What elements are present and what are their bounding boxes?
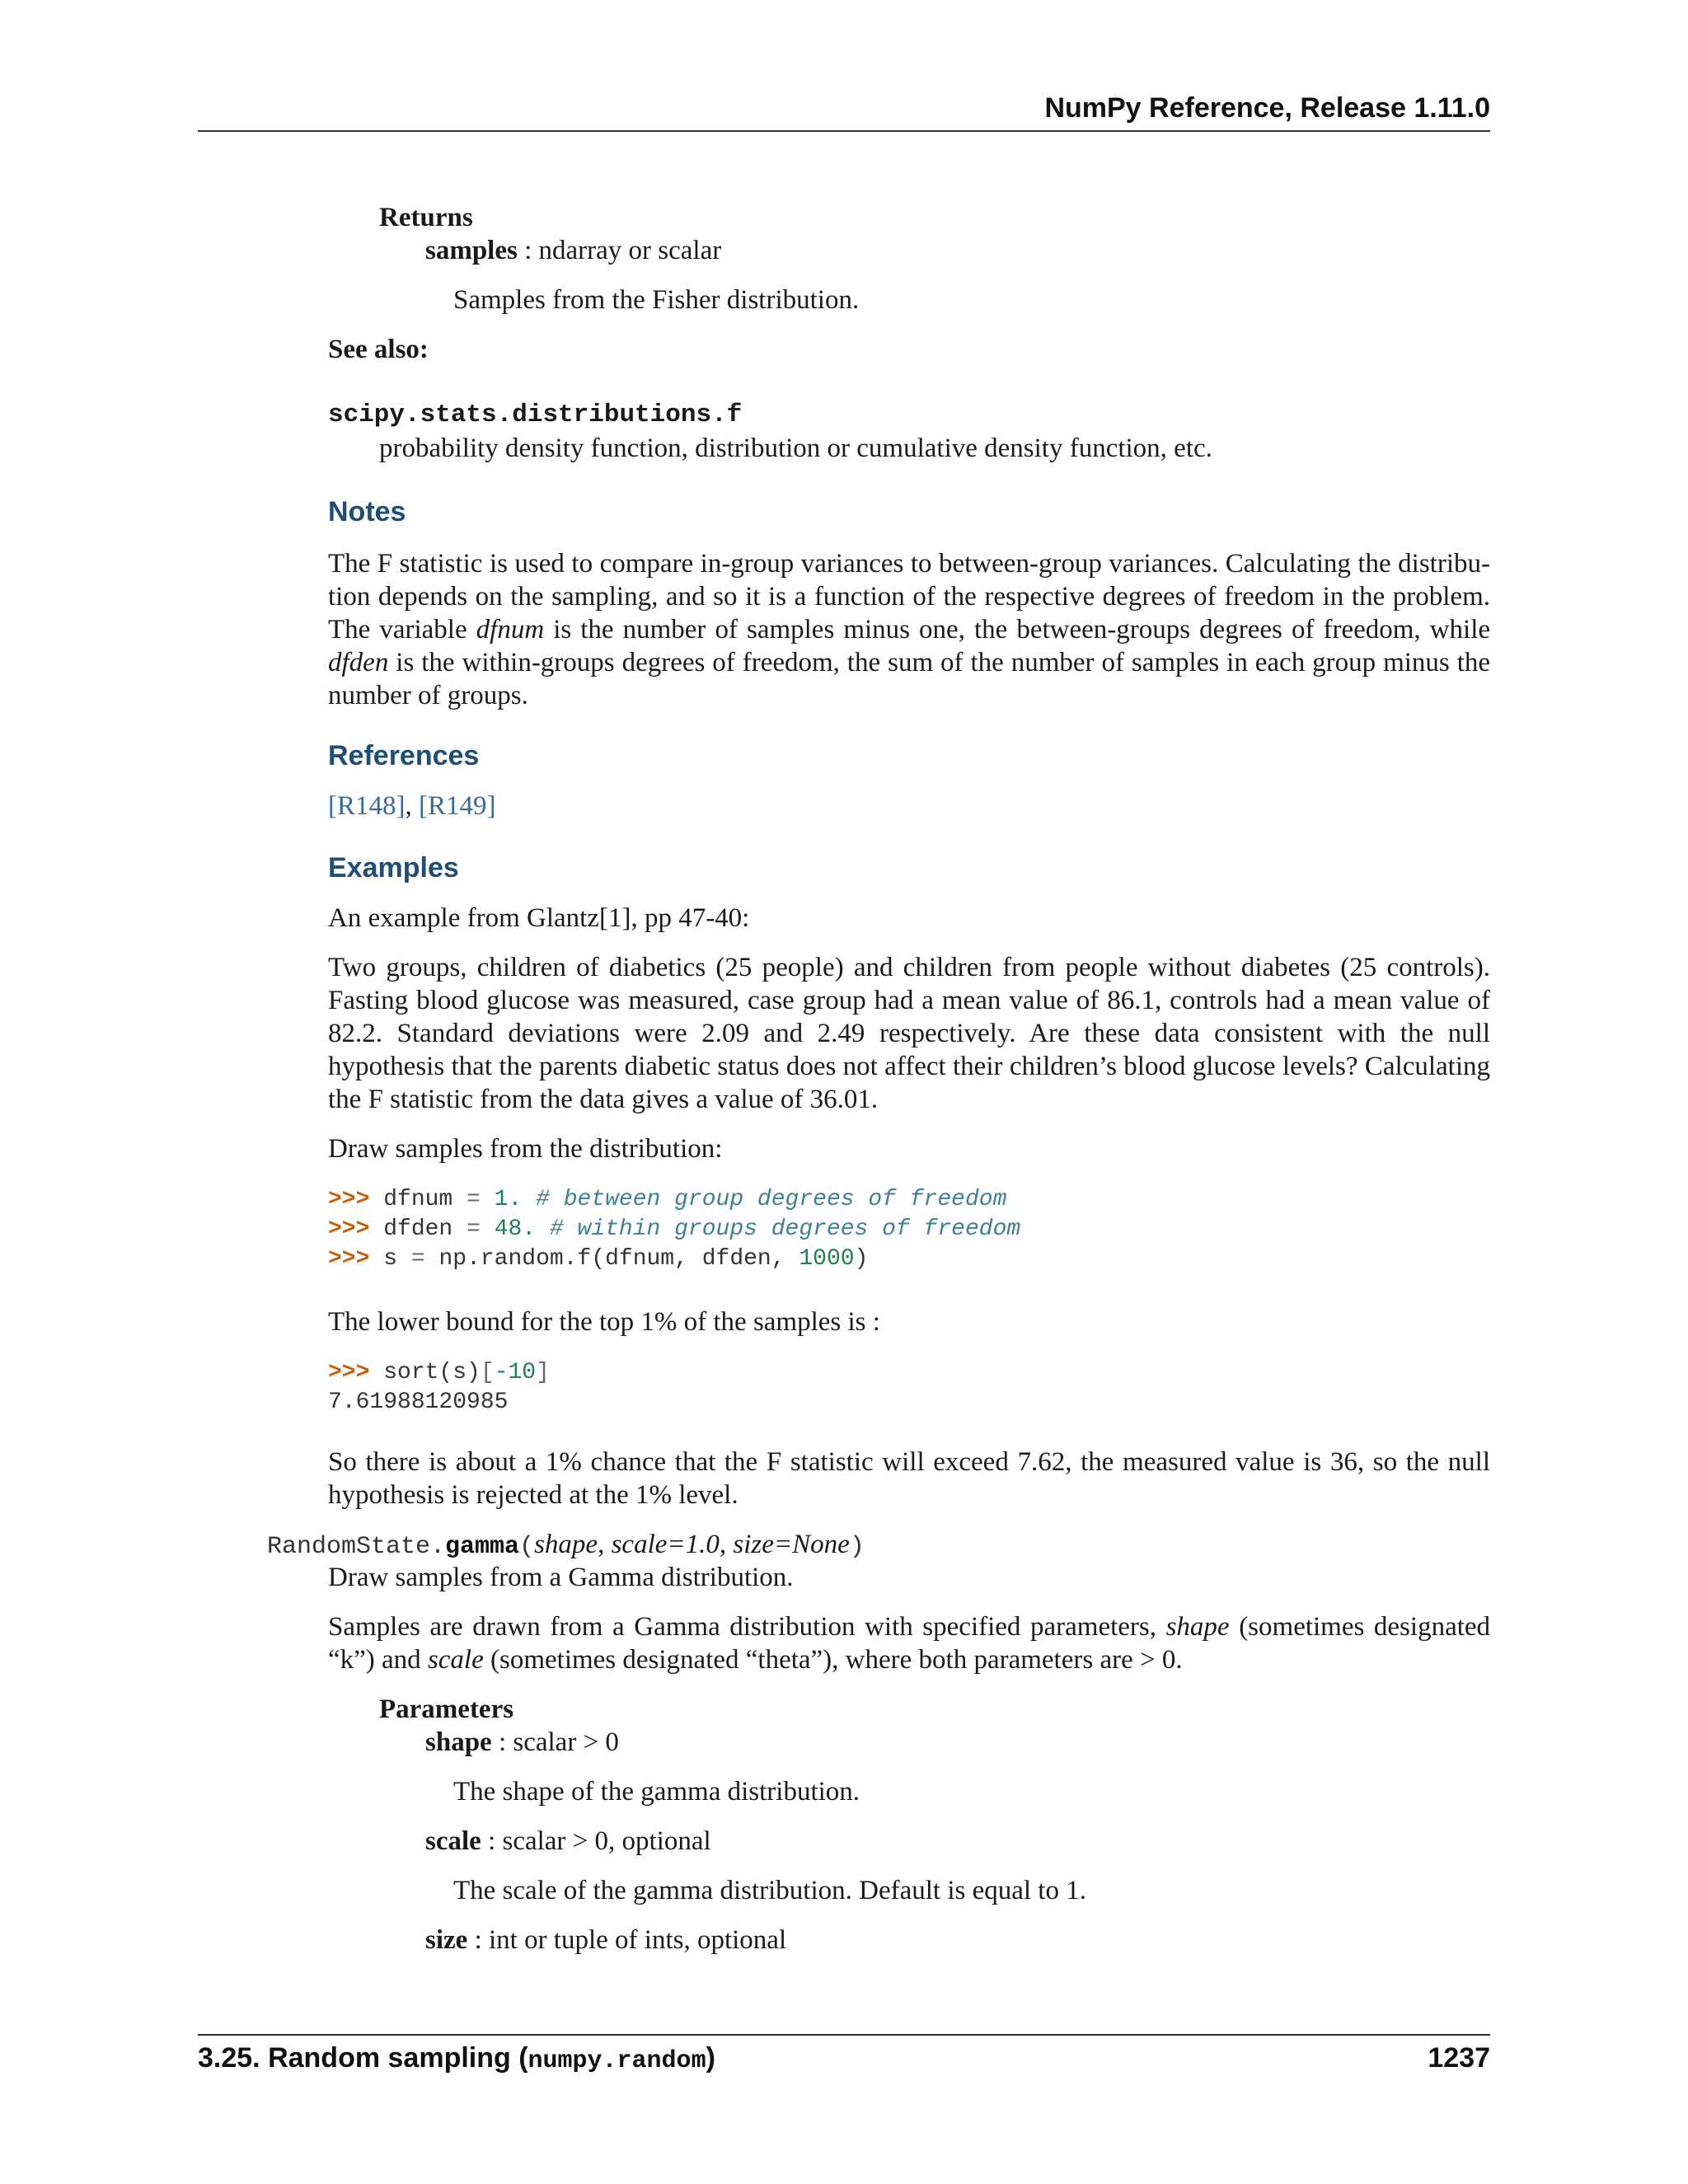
notes-text-2: is the number of samples minus one, the between-groups degrees of freedom, while bbox=[553, 615, 1491, 644]
code-token: dfnum bbox=[369, 1187, 467, 1212]
code-token: dfden bbox=[369, 1216, 467, 1242]
code-token: s bbox=[369, 1246, 411, 1272]
gamma-sig-close: ) bbox=[849, 1533, 865, 1561]
code-operator: = bbox=[467, 1216, 481, 1242]
references-heading: References bbox=[328, 740, 480, 771]
gamma-sig-open: ( bbox=[519, 1533, 535, 1561]
see-also-description: probability density function, distribution or cumulative density function, etc. bbox=[379, 434, 1212, 463]
examples-intro: An example from Glantz[1], pp 47-40: bbox=[328, 903, 750, 933]
gamma-signature bbox=[267, 1528, 865, 1563]
see-also-label: See also: bbox=[328, 335, 429, 364]
notes-heading: Notes bbox=[328, 496, 406, 527]
gamma-desc-shape: shape bbox=[1165, 1612, 1230, 1642]
code-prompt: >>> bbox=[328, 1360, 370, 1385]
param-name: shape bbox=[425, 1727, 492, 1757]
param-shape-description: The shape of the gamma distribution. bbox=[453, 1777, 860, 1807]
references-list bbox=[328, 790, 496, 823]
code-line-1 bbox=[328, 1185, 1006, 1215]
code-token: np.random.f(dfnum, dfden, bbox=[424, 1246, 799, 1272]
examples-draw-text: Draw samples from the distribution: bbox=[328, 1134, 723, 1164]
param-type: scalar > 0 bbox=[513, 1727, 619, 1757]
code-line-2 bbox=[328, 1215, 1020, 1244]
footer-section-close: ) bbox=[706, 2042, 715, 2074]
notes-dfnum: dfnum bbox=[476, 615, 545, 644]
footer-section-text: 3.25. Random sampling ( bbox=[198, 2042, 528, 2074]
footer-rule bbox=[198, 2034, 1490, 2036]
reference-link-r148[interactable]: [R148] bbox=[328, 791, 406, 821]
gamma-sig-comma: , bbox=[598, 1530, 612, 1559]
code-token: ) bbox=[854, 1246, 869, 1272]
returns-sep: : bbox=[517, 236, 539, 265]
code-number: 48. bbox=[480, 1216, 537, 1242]
page-number: 1237 bbox=[1428, 2042, 1490, 2074]
reference-link-r149[interactable]: [R149] bbox=[419, 791, 496, 821]
code-number: 1. bbox=[480, 1187, 523, 1212]
param-type: scalar > 0, optional bbox=[502, 1826, 711, 1856]
references-sep: , bbox=[405, 791, 419, 821]
param-shape bbox=[425, 1726, 619, 1759]
code-number: -10 bbox=[494, 1360, 537, 1385]
gamma-sig-param-shape: shape bbox=[534, 1530, 598, 1559]
returns-description: Samples from the Fisher distribution. bbox=[453, 285, 860, 315]
code-comment: # within groups degrees of freedom bbox=[536, 1216, 1021, 1242]
notes-text-3: is the within-groups degrees of freedom, the sum of the number of samples in each group minus the number of groups. bbox=[328, 648, 1491, 710]
returns-label: Returns bbox=[379, 203, 473, 232]
examples-heading: Examples bbox=[328, 852, 459, 883]
code-line-3 bbox=[328, 1244, 868, 1274]
gamma-sig-param-size: size=None bbox=[733, 1530, 850, 1559]
code-token: sort(s) bbox=[369, 1360, 481, 1385]
notes-dfden: dfden bbox=[328, 648, 389, 677]
gamma-sig-param-scale: scale=1.0 bbox=[611, 1530, 720, 1559]
code-operator: = bbox=[410, 1246, 425, 1272]
examples-conclusion: So there is about a 1% chance that the F statistic will exceed 7.62, the measured value is 36, so the null hypothesis is rejected at the 1% level. bbox=[328, 1447, 1490, 1510]
code-number: 1000 bbox=[799, 1246, 855, 1272]
code-operator: = bbox=[467, 1187, 481, 1212]
param-sep: : bbox=[481, 1826, 503, 1856]
gamma-sig-name: gamma bbox=[445, 1533, 520, 1561]
gamma-desc-text-1: Samples are drawn from a Gamma distribution with specified parameters, bbox=[328, 1612, 1156, 1642]
returns-field bbox=[425, 234, 721, 267]
code-output: 7.61988120985 bbox=[328, 1390, 509, 1415]
code-prompt: >>> bbox=[328, 1246, 370, 1272]
param-name: scale bbox=[425, 1826, 481, 1856]
param-sep: : bbox=[467, 1925, 489, 1955]
code-prompt: >>> bbox=[328, 1187, 370, 1212]
gamma-summary: Draw samples from a Gamma distribution. bbox=[328, 1563, 794, 1592]
param-size bbox=[425, 1924, 786, 1957]
parameters-label: Parameters bbox=[379, 1694, 514, 1724]
param-name: size bbox=[425, 1925, 468, 1955]
footer-module: numpy.random bbox=[528, 2047, 706, 2075]
examples-paragraph: Two groups, children of diabetics (25 people) and children from people without diabetes (25 controls). Fasting blood glucose was measured, case group had a mean value of 86.1, controls had a mean value of 82.2. Standard deviations were 2.09 and 2.49 respectively. Are these data consistent with the null hypothesis that the parents diabetic status does not affect their children’s blood glucose levels? Calculating the F statistic from the data gives a value of 36.01. bbox=[328, 953, 1490, 1114]
gamma-description bbox=[328, 1610, 1490, 1676]
param-scale bbox=[425, 1825, 711, 1858]
code-comment: # between group degrees of freedom bbox=[522, 1187, 1007, 1212]
notes-paragraph bbox=[328, 547, 1490, 712]
code-operator: [ bbox=[480, 1360, 495, 1385]
code-operator: ] bbox=[536, 1360, 550, 1385]
examples-lower-bound-text: The lower bound for the top 1% of the samples is : bbox=[328, 1307, 880, 1337]
returns-name: samples bbox=[425, 236, 518, 265]
gamma-desc-scale: scale bbox=[427, 1645, 484, 1675]
gamma-sig-comma: , bbox=[719, 1530, 734, 1559]
param-scale-description: The scale of the gamma distribution. Default is equal to 1. bbox=[453, 1876, 1086, 1905]
code-prompt: >>> bbox=[328, 1216, 370, 1242]
param-sep: : bbox=[491, 1727, 513, 1757]
gamma-desc-text-3: (sometimes designated “theta”), where both parameters are > 0. bbox=[490, 1645, 1183, 1675]
code-line-4 bbox=[328, 1358, 550, 1388]
gamma-desc-text-2: (sometimes designated “k”) and bbox=[328, 1612, 1491, 1675]
gamma-sig-class: RandomState. bbox=[267, 1533, 446, 1561]
running-header: NumPy Reference, Release 1.11.0 bbox=[1044, 92, 1490, 124]
returns-type: ndarray or scalar bbox=[538, 236, 722, 265]
see-also-ref[interactable]: scipy.stats.distributions.f bbox=[328, 401, 743, 429]
param-type: int or tuple of ints, optional bbox=[488, 1925, 787, 1955]
notes-text-1: The F statistic is used to compare in-group variances to between-group variances. Calculating the distribu-tion depends on the sampling, and so it is a function of the respective degrees of freedom in the problem. The variable bbox=[328, 549, 1490, 644]
footer-section-title bbox=[198, 2042, 715, 2075]
header-rule bbox=[198, 130, 1490, 132]
